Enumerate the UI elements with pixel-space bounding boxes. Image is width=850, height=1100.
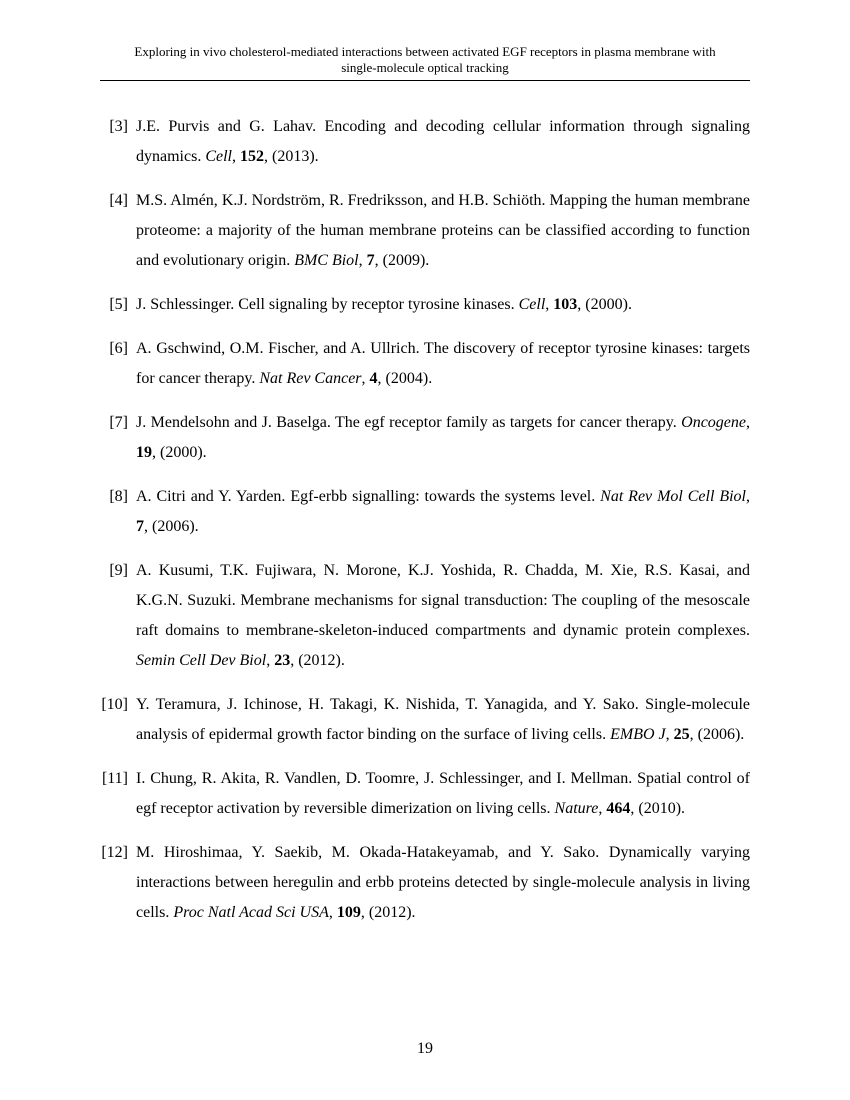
- reference-body: J. Schlessinger. Cell signaling by receptor tyrosine kinases.: [136, 296, 519, 313]
- reference-sep: ,: [361, 370, 370, 387]
- reference-item: [100, 290, 750, 320]
- reference-journal: Semin Cell Dev Biol: [136, 652, 267, 669]
- reference-item: [100, 838, 750, 928]
- reference-number: [5]: [109, 296, 128, 313]
- reference-sep: ,: [328, 904, 337, 921]
- reference-sep: ,: [746, 488, 750, 505]
- reference-volume: 464: [606, 800, 631, 817]
- reference-text: [136, 482, 750, 542]
- reference-journal: Nat Rev Cancer: [259, 370, 362, 387]
- reference-journal: Nature: [554, 800, 599, 817]
- reference-item: [100, 408, 750, 468]
- reference-year: , (2012).: [360, 904, 416, 921]
- reference-text: [136, 556, 750, 676]
- reference-body: I. Chung, R. Akita, R. Vandlen, D. Toomre, J. Schlessinger, and I. Mellman. Spatial control of egf receptor activation by reversible dimerization on living cells.: [136, 770, 750, 817]
- page-number: 19: [417, 1040, 433, 1057]
- reference-number: [7]: [109, 414, 128, 431]
- reference-text: [136, 408, 750, 468]
- reference-body: J.E. Purvis and G. Lahav. Encoding and decoding cellular information through signaling dynamics.: [136, 118, 750, 165]
- reference-number: [4]: [109, 192, 128, 209]
- reference-year: , (2000).: [152, 444, 207, 461]
- reference-number: [6]: [109, 340, 128, 357]
- reference-number: [11]: [101, 770, 128, 787]
- reference-body: A. Gschwind, O.M. Fischer, and A. Ullrich. The discovery of receptor tyrosine kinases: targets for cancer therapy.: [136, 340, 750, 387]
- reference-body: M. Hiroshimaa, Y. Saekib, M. Okada-Hatakeyamab, and Y. Sako. Dynamically varying interactions between heregulin and erbb proteins detected by single-molecule analysis in living cells.: [136, 844, 750, 921]
- reference-body: J. Mendelsohn and J. Baselga. The egf receptor family as targets for cancer therapy.: [136, 414, 682, 431]
- reference-journal: BMC Biol: [294, 252, 359, 269]
- reference-year: , (2006).: [689, 726, 745, 743]
- reference-volume: 7: [366, 252, 375, 269]
- reference-text: [136, 764, 750, 824]
- reference-item: [100, 482, 750, 542]
- reference-sep: ,: [358, 252, 367, 269]
- reference-year: , (2012).: [290, 652, 345, 669]
- reference-year: , (2004).: [377, 370, 433, 387]
- reference-item: [100, 690, 750, 750]
- reference-volume: 4: [369, 370, 378, 387]
- reference-year: , (2006).: [144, 518, 199, 535]
- reference-journal: Proc Natl Acad Sci USA: [173, 904, 329, 921]
- reference-number: [10]: [101, 696, 128, 713]
- reference-year: , (2000).: [577, 296, 632, 313]
- reference-journal: Nat Rev Mol Cell Biol: [600, 488, 746, 505]
- reference-sep: ,: [598, 800, 607, 817]
- reference-text: [136, 838, 750, 928]
- reference-body: A. Kusumi, T.K. Fujiwara, N. Morone, K.J. Yoshida, R. Chadda, M. Xie, R.S. Kasai, and K.G.N. Suzuki. Membrane mechanisms for signal transduction: The coupling of the mesoscale raft domains to membrane-skeleton-induced compartments and dynamic protein complexes.: [136, 562, 750, 639]
- reference-volume: 103: [553, 296, 578, 313]
- reference-journal: Cell: [205, 148, 232, 165]
- reference-year: , (2009).: [374, 252, 430, 269]
- running-header-line-1: Exploring in vivo cholesterol-mediated interactions between activated EGF receptors in plasma membrane with: [134, 44, 716, 59]
- reference-item: [100, 556, 750, 676]
- reference-sep: ,: [232, 148, 240, 165]
- reference-text: [136, 112, 750, 172]
- reference-item: [100, 186, 750, 276]
- reference-item: [100, 764, 750, 824]
- reference-body: A. Citri and Y. Yarden. Egf-erbb signalling: towards the systems level.: [136, 488, 601, 505]
- reference-year: , (2013).: [264, 148, 319, 165]
- reference-journal: Cell: [518, 296, 546, 313]
- reference-list: [100, 112, 750, 942]
- reference-sep: ,: [665, 726, 674, 743]
- running-header-line-2: single-molecule optical tracking: [341, 60, 509, 75]
- reference-sep: ,: [746, 414, 750, 431]
- reference-volume: 23: [274, 652, 291, 669]
- reference-number: [3]: [109, 118, 128, 135]
- reference-text: [136, 690, 750, 750]
- reference-item: [100, 112, 750, 172]
- reference-number: [9]: [109, 562, 128, 579]
- reference-year: , (2010).: [630, 800, 686, 817]
- reference-item: [100, 334, 750, 394]
- reference-text: [136, 334, 750, 394]
- reference-number: [8]: [109, 488, 128, 505]
- reference-text: [136, 290, 750, 320]
- reference-journal: Oncogene: [681, 414, 746, 431]
- running-header: [100, 44, 750, 76]
- reference-body: M.S. Almén, K.J. Nordström, R. Fredriksson, and H.B. Schiöth. Mapping the human membrane proteome: a majority of the human membrane proteins can be classified according to function and evolutionary origin.: [136, 192, 750, 269]
- reference-number: [12]: [101, 844, 128, 861]
- header-rule: [100, 80, 750, 81]
- reference-text: [136, 186, 750, 276]
- reference-journal: EMBO J: [610, 726, 666, 743]
- reference-volume: 109: [336, 904, 361, 921]
- reference-body: Y. Teramura, J. Ichinose, H. Takagi, K. Nishida, T. Yanagida, and Y. Sako. Single-molecule analysis of epidermal growth factor binding on the surface of living cells.: [136, 696, 750, 743]
- reference-volume: 7: [136, 518, 144, 535]
- reference-sep: ,: [545, 296, 554, 313]
- reference-volume: 19: [136, 444, 152, 461]
- reference-volume: 152: [240, 148, 264, 165]
- reference-volume: 25: [673, 726, 690, 743]
- reference-sep: ,: [266, 652, 275, 669]
